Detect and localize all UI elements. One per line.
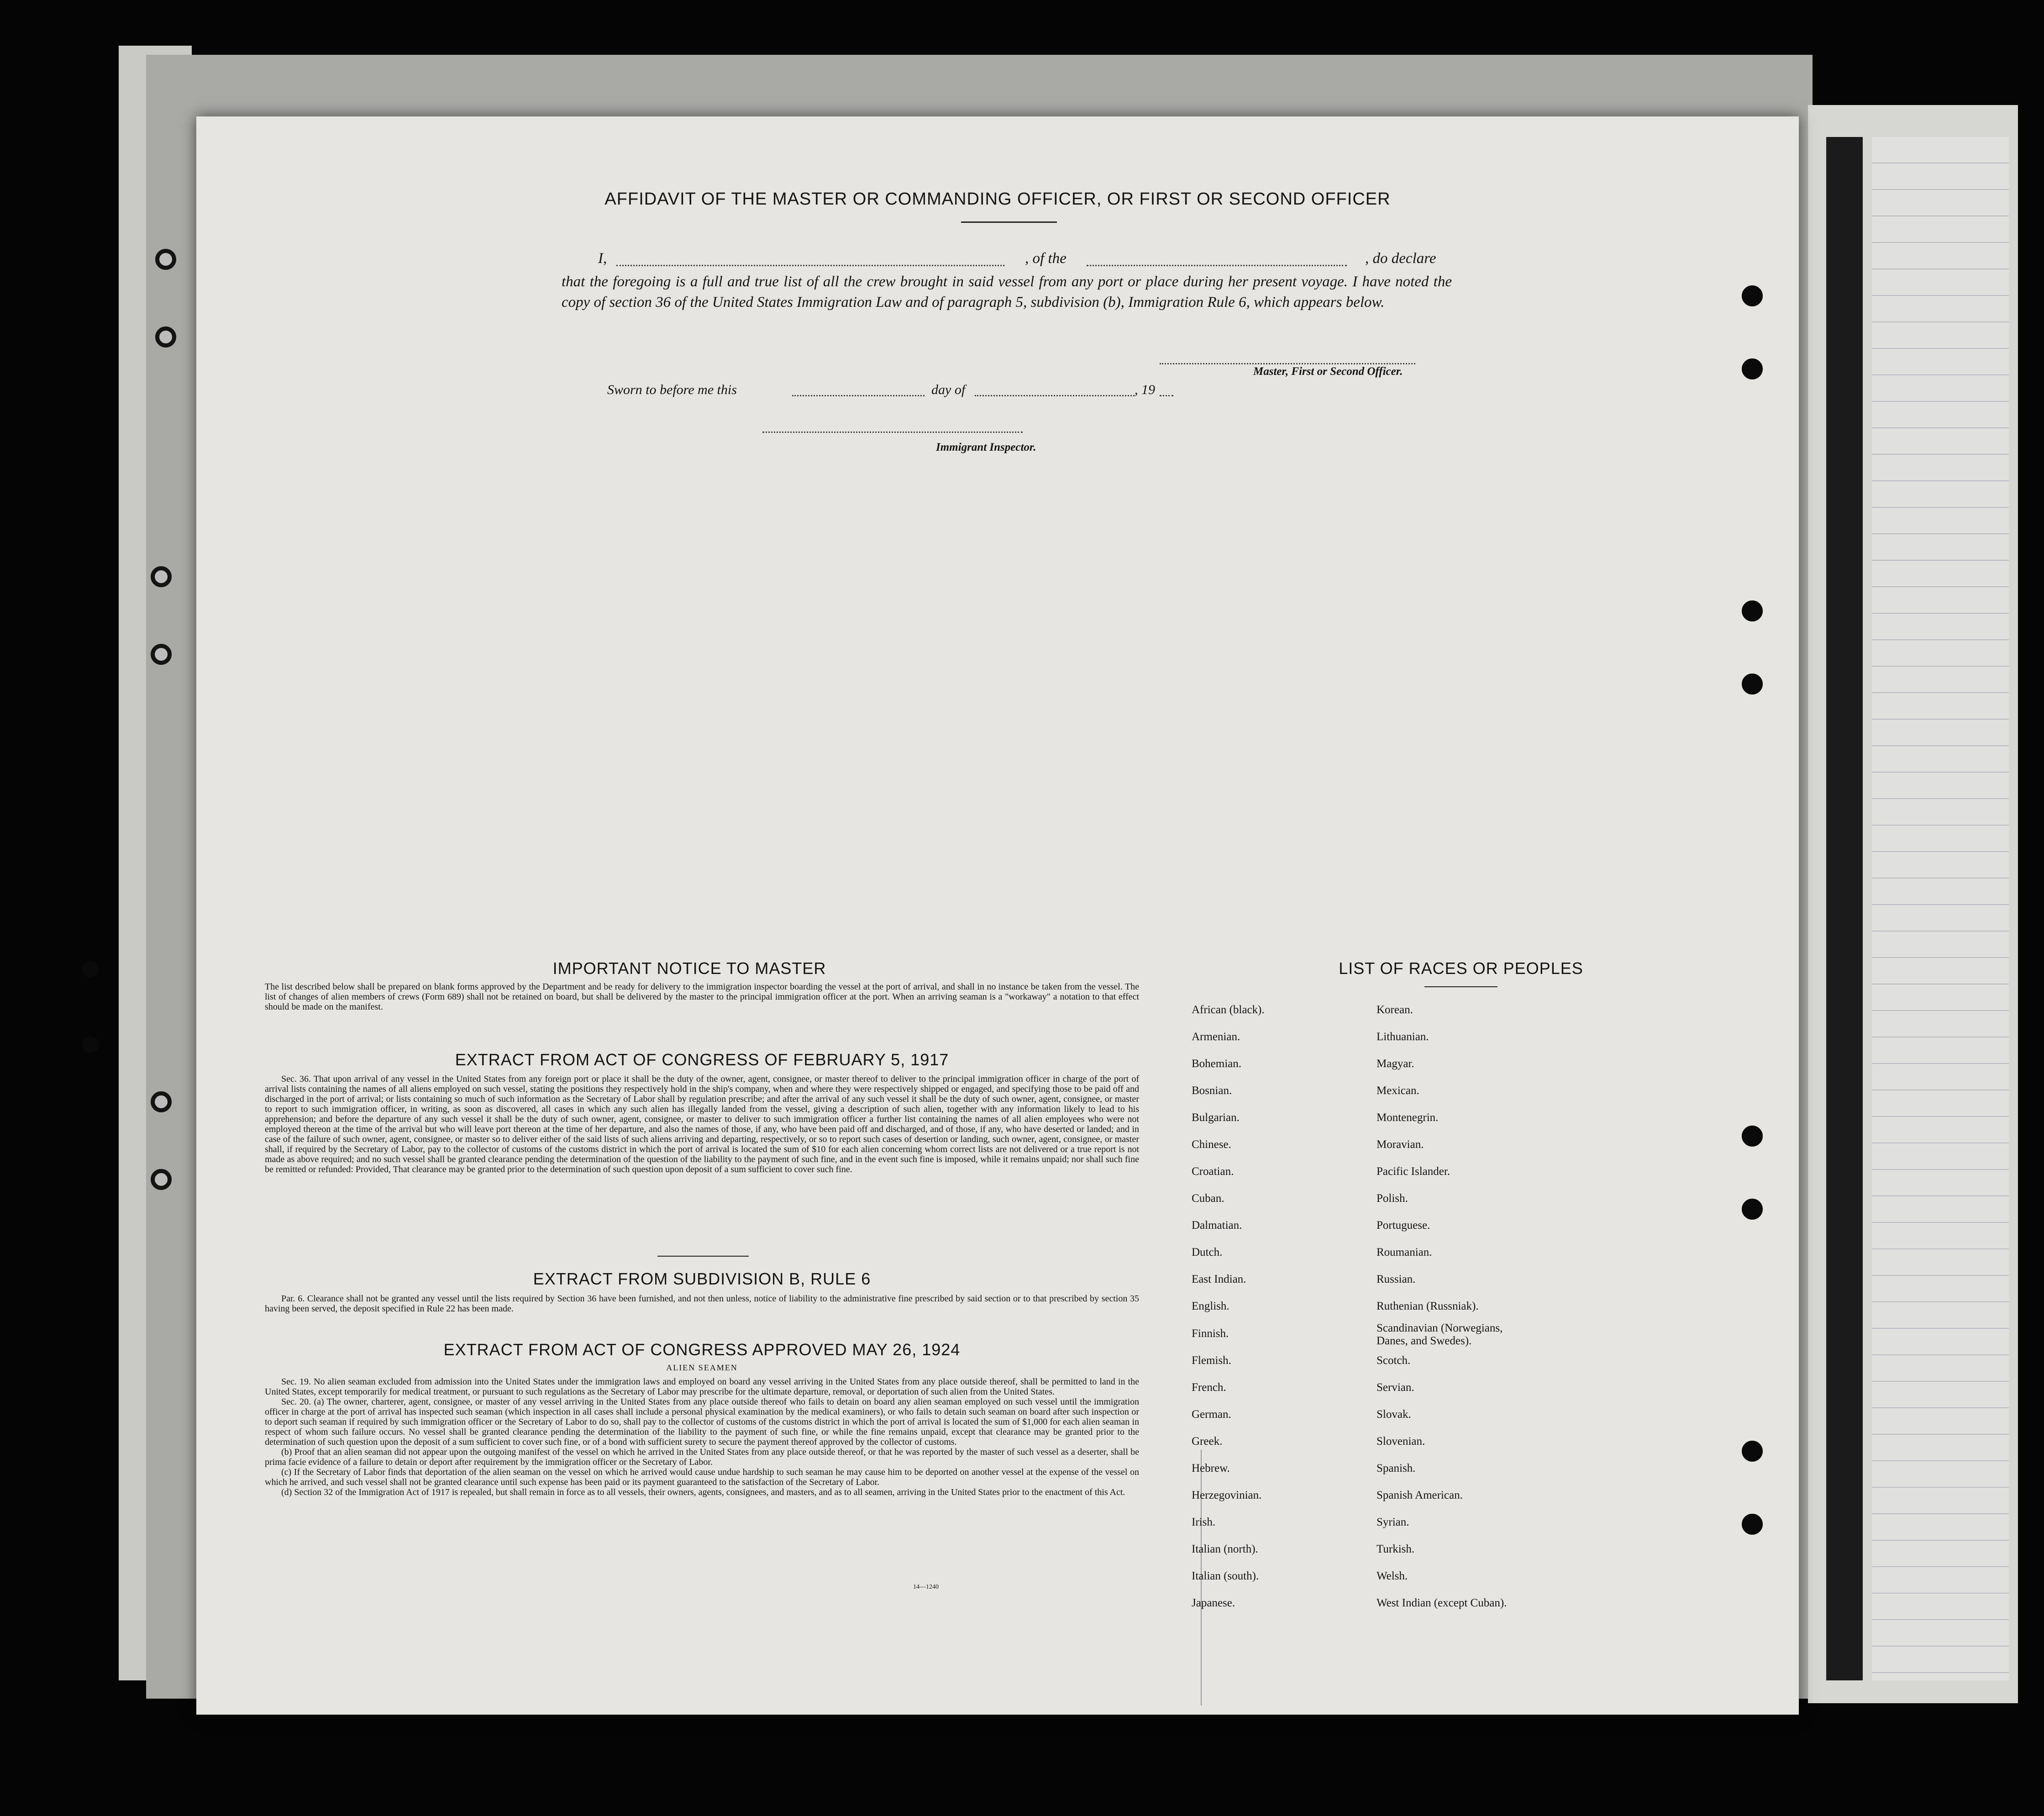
race-item: Russian.	[1377, 1273, 1416, 1285]
sec-19-paragraph: Sec. 19. No alien seaman excluded from admission into the United States under the immigration laws and employed on board any vessel arriving in the United States from any place outside thereof, shall be permitted to land in the United States, except temporarily for medical treatment, or pursuant to such regulations as the Secretary of Labor may prescribe for the ultimate departure, removal, or deportation of such alien from the United States.	[265, 1377, 1139, 1397]
binder-hole	[151, 1091, 172, 1112]
affidavit-paragraph: that the foregoing is a full and true list of all the crew brought in said vessel from any port or place during her present voyage. I have noted the copy of section 36 of the United States Immigration Law and of paragraph 5, subdivision (b), Immigration Rule 6, which appears below.	[562, 274, 1452, 311]
race-item: Montenegrin.	[1377, 1111, 1439, 1124]
extract-1917-text	[265, 1074, 1139, 1174]
par-6-paragraph: Par. 6. Clearance shall not be granted any vessel until the lists required by Section 36 have been furnished, and not then unless, notice of liability to the administrative fine prescribed by said section or to that prescribed by section 35 having been served, the deposit specified in Rule 22 has been made.	[265, 1294, 1139, 1314]
race-item: Flemish.	[1192, 1354, 1231, 1367]
race-item: Turkish.	[1377, 1543, 1415, 1555]
affidavit-line-of-the: , of the	[1025, 250, 1067, 267]
affidavit-line-i: I,	[598, 250, 607, 267]
back-sheet-right-dark	[1826, 137, 1863, 1680]
extract-1924-title: EXTRACT FROM ACT OF CONGRESS APPROVED MAY 26, 1924	[443, 1340, 961, 1359]
binder-hole	[151, 1169, 172, 1190]
punch-hole	[1742, 1199, 1763, 1220]
sec-20d-paragraph: (d) Section 32 of the Immigration Act of 1917 is repealed, but shall remain in force as to all vessels, their owners, agents, consignees, and masters, and as to all seamen, arriving in the United States prior to the enactment of this Act.	[281, 1487, 1125, 1497]
notice-text: The list described below shall be prepared on blank forms approved by the Department and be ready for delivery to the immigration inspector boarding the vessel at the port of arrival, and shall in no instance be taken from the vessel. The list of changes of alien members of crews (Form 689) shall not be retained on board, but shall be delivered by the master to the principal immigration officer at the port. When an arriving seaman is a "workaway" a notation to that effect should be made on the manifest.	[265, 982, 1139, 1012]
race-item: East Indian.	[1192, 1273, 1246, 1285]
binder-hole	[151, 566, 172, 587]
race-item: African (black).	[1192, 1004, 1265, 1016]
extract-rule6-text	[265, 1294, 1139, 1314]
binder-hole	[151, 644, 172, 665]
sworn-text: Sworn to before me this	[607, 382, 737, 397]
race-item: Bohemian.	[1192, 1058, 1242, 1070]
race-item: Croatian.	[1192, 1165, 1234, 1178]
race-item: Bulgarian.	[1192, 1111, 1240, 1124]
race-item: Irish.	[1192, 1516, 1216, 1528]
punch-hole	[1742, 1514, 1763, 1535]
master-signature-label: Master, First or Second Officer.	[1253, 365, 1403, 378]
vessel-blank	[1087, 265, 1347, 266]
section-divider	[657, 1256, 749, 1257]
punch-hole	[1742, 1441, 1763, 1462]
form-number: 14—1240	[913, 1584, 939, 1590]
race-item: Scandinavian (Norwegians, Danes, and Swedes).	[1377, 1322, 1503, 1347]
race-item: Greek.	[1192, 1435, 1223, 1448]
race-item: Servian.	[1377, 1381, 1414, 1394]
race-item: Syrian.	[1377, 1516, 1409, 1528]
affidavit-line-declare: , do declare	[1365, 250, 1436, 267]
sworn-day-of: day of	[931, 382, 966, 397]
punch-hole	[1742, 600, 1763, 621]
race-item: Hebrew.	[1192, 1462, 1230, 1474]
race-item: Polish.	[1377, 1192, 1408, 1205]
name-blank	[616, 265, 1004, 266]
binder-hole	[82, 961, 99, 978]
race-item: Italian (south).	[1192, 1570, 1259, 1582]
race-item: Finnish.	[1192, 1327, 1229, 1340]
race-item: French.	[1192, 1381, 1226, 1394]
race-item: Spanish American.	[1377, 1489, 1463, 1501]
race-item: Dalmatian.	[1192, 1219, 1242, 1232]
extract-rule6-title: EXTRACT FROM SUBDIVISION B, RULE 6	[533, 1269, 871, 1288]
race-item: Lithuanian.	[1377, 1031, 1429, 1043]
sworn-year: , 19	[1135, 382, 1155, 397]
title-underline	[961, 221, 1057, 223]
race-item: Roumanian.	[1377, 1246, 1432, 1258]
notice-title: IMPORTANT NOTICE TO MASTER	[552, 959, 826, 978]
race-item: Bosnian.	[1192, 1084, 1232, 1097]
race-item: Scotch.	[1377, 1354, 1411, 1367]
race-item: Pacific Islander.	[1377, 1165, 1450, 1178]
sec-20b-paragraph: (b) Proof that an alien seaman did not appear upon the outgoing manifest of the vessel on which he arrived in the United States from any place outside thereof, or that he was reported by the master of such vessel as a deserter, shall be prima facie evidence of a failure to detain or deport after requirement by the immigration officer or the Secretary of Labor.	[265, 1447, 1139, 1467]
race-item: Herzegovinian.	[1192, 1489, 1262, 1501]
race-item: German.	[1192, 1408, 1231, 1421]
race-item: Japanese.	[1192, 1597, 1235, 1609]
back-sheet-right-light	[1872, 137, 2009, 1680]
binder-hole	[155, 326, 176, 347]
race-item: Welsh.	[1377, 1570, 1408, 1582]
extract-1924-text	[265, 1377, 1139, 1497]
punch-hole	[1742, 1126, 1763, 1147]
race-item: Chinese.	[1192, 1138, 1231, 1151]
races-title: LIST OF RACES OR PEOPLES	[1339, 959, 1583, 978]
sworn-day-blank	[792, 395, 925, 396]
affidavit-title: AFFIDAVIT OF THE MASTER OR COMMANDING OFFICER, OR FIRST OR SECOND OFFICER	[604, 189, 1391, 209]
crew-list-form-page	[196, 116, 1799, 1715]
punch-hole	[1742, 674, 1763, 695]
punch-hole	[1742, 285, 1763, 306]
races-title-underline	[1424, 986, 1498, 987]
race-item: Armenian.	[1192, 1031, 1240, 1043]
binder-hole	[82, 1037, 99, 1053]
master-signature-blank	[1160, 363, 1415, 364]
race-item: Ruthenian (Russniak).	[1377, 1300, 1479, 1312]
race-item: Portuguese.	[1377, 1219, 1430, 1232]
sworn-year-blank	[1160, 395, 1173, 396]
inspector-signature-blank	[762, 432, 1023, 433]
race-item: Korean.	[1377, 1004, 1413, 1016]
race-item: Cuban.	[1192, 1192, 1224, 1205]
sworn-month-blank	[975, 395, 1135, 396]
race-item: Italian (north).	[1192, 1543, 1258, 1555]
section-36-paragraph: Sec. 36. That upon arrival of any vessel in the United States from any foreign port or place it shall be the duty of the owner, agent, consignee, or master thereof to deliver to the principal immigration officer in charge of the port of arrival lists containing the names of all aliens employed on such vessel, stating the positions they respectively hold in the ship's company, when and where they were respectively shipped or engaged, and specifying those to be paid off and discharged in the port of arrival; or lists containing so much of such information as the Secretary of Labor shall by regulation prescribe; and after the arrival of any such vessel it shall be the duty of such owner, agent, consignee, or master to report to such immigration officer, in writing, as soon as discovered, all cases in which any such alien has illegally landed from the vessel, giving a description of such alien, together with any information likely to lead to his apprehension; and before the departure of any such vessel it shall be the duty of such owner, agent, consignee, or master to deliver to such immigration officer a further list containing the names of all alien employees who were not employed thereon at the time of the arrival but who will leave port thereon at the time of her departure, and also the names of those, if any, who have been paid off and discharged, and of those, if any, who have deserted or landed; and in case of the failure of such owner, agent, consignee, or master so to deliver either of the said lists of such aliens arriving and departing, respectively, or so to report such cases of desertion or landing, such owner, agent, consignee, or master shall, if required by the Secretary of Labor, pay to the collector of customs of the customs district in which the port of arrival is located the sum of $10 for each alien concerning whom correct lists are not delivered or a true report is not made as above required; and no such vessel shall be granted clearance pending the determination of the question of the liability to the payment of such fine, and in the event such fine is imposed, while it remains unpaid; nor shall such fine be remitted or refunded: Provided, That clearance may be granted prior to the determination of such question upon deposit of a sum sufficient to cover such fine.	[265, 1074, 1139, 1174]
race-item: Slovenian.	[1377, 1435, 1425, 1448]
sec-20a-paragraph: Sec. 20. (a) The owner, charterer, agent, consignee, or master of any vessel arriving in the United States from any place outside thereof who fails to detain on board any alien seaman employed on such vessel until the immigration officer in charge at the port of arrival has inspected such seaman (which inspection in all cases shall include a personal physical examination by the medical examiners), or who fails to detain such seaman on board after such inspection or to deport such seaman if required by such immigration officer or the Secretary of Labor to do so, shall pay to the collector of customs of the customs district in which the port of arrival is located the sum of $1,000 for each alien seaman in respect of whom such failure occurs. No vessel shall be granted clearance pending the determination of the liability to the payment of such fine, or while the fine remains unpaid, except that clearance may be granted prior to the determination of such question upon the deposit of a sum sufficient to cover such fine, or of a bond with sufficient surety to secure the payment thereof approved by the collector of customs.	[265, 1397, 1139, 1447]
race-item: Slovak.	[1377, 1408, 1411, 1421]
punch-hole	[1742, 358, 1763, 379]
inspector-label: Immigrant Inspector.	[936, 441, 1036, 453]
race-item: Spanish.	[1377, 1462, 1416, 1474]
sec-20c-paragraph: (c) If the Secretary of Labor finds that deportation of the alien seaman on the vessel on which he arrived would cause undue hardship to such seaman he may cause him to be deported on another vessel at the expense of the vessel on which he arrived, and such vessel shall not be granted clearance until such expense has been paid or its payment guaranteed to the satisfaction of the Secretary of Labor.	[265, 1467, 1139, 1487]
race-item: Dutch.	[1192, 1246, 1223, 1258]
race-item: Mexican.	[1377, 1084, 1419, 1097]
race-item: Magyar.	[1377, 1058, 1414, 1070]
alien-seamen-subtitle: ALIEN SEAMEN	[666, 1363, 738, 1372]
race-item: West Indian (except Cuban).	[1377, 1597, 1507, 1609]
race-item: Moravian.	[1377, 1138, 1424, 1151]
binder-hole	[155, 249, 176, 270]
extract-1917-title: EXTRACT FROM ACT OF CONGRESS OF FEBRUARY 5, 1917	[455, 1050, 949, 1069]
race-item: English.	[1192, 1300, 1230, 1312]
